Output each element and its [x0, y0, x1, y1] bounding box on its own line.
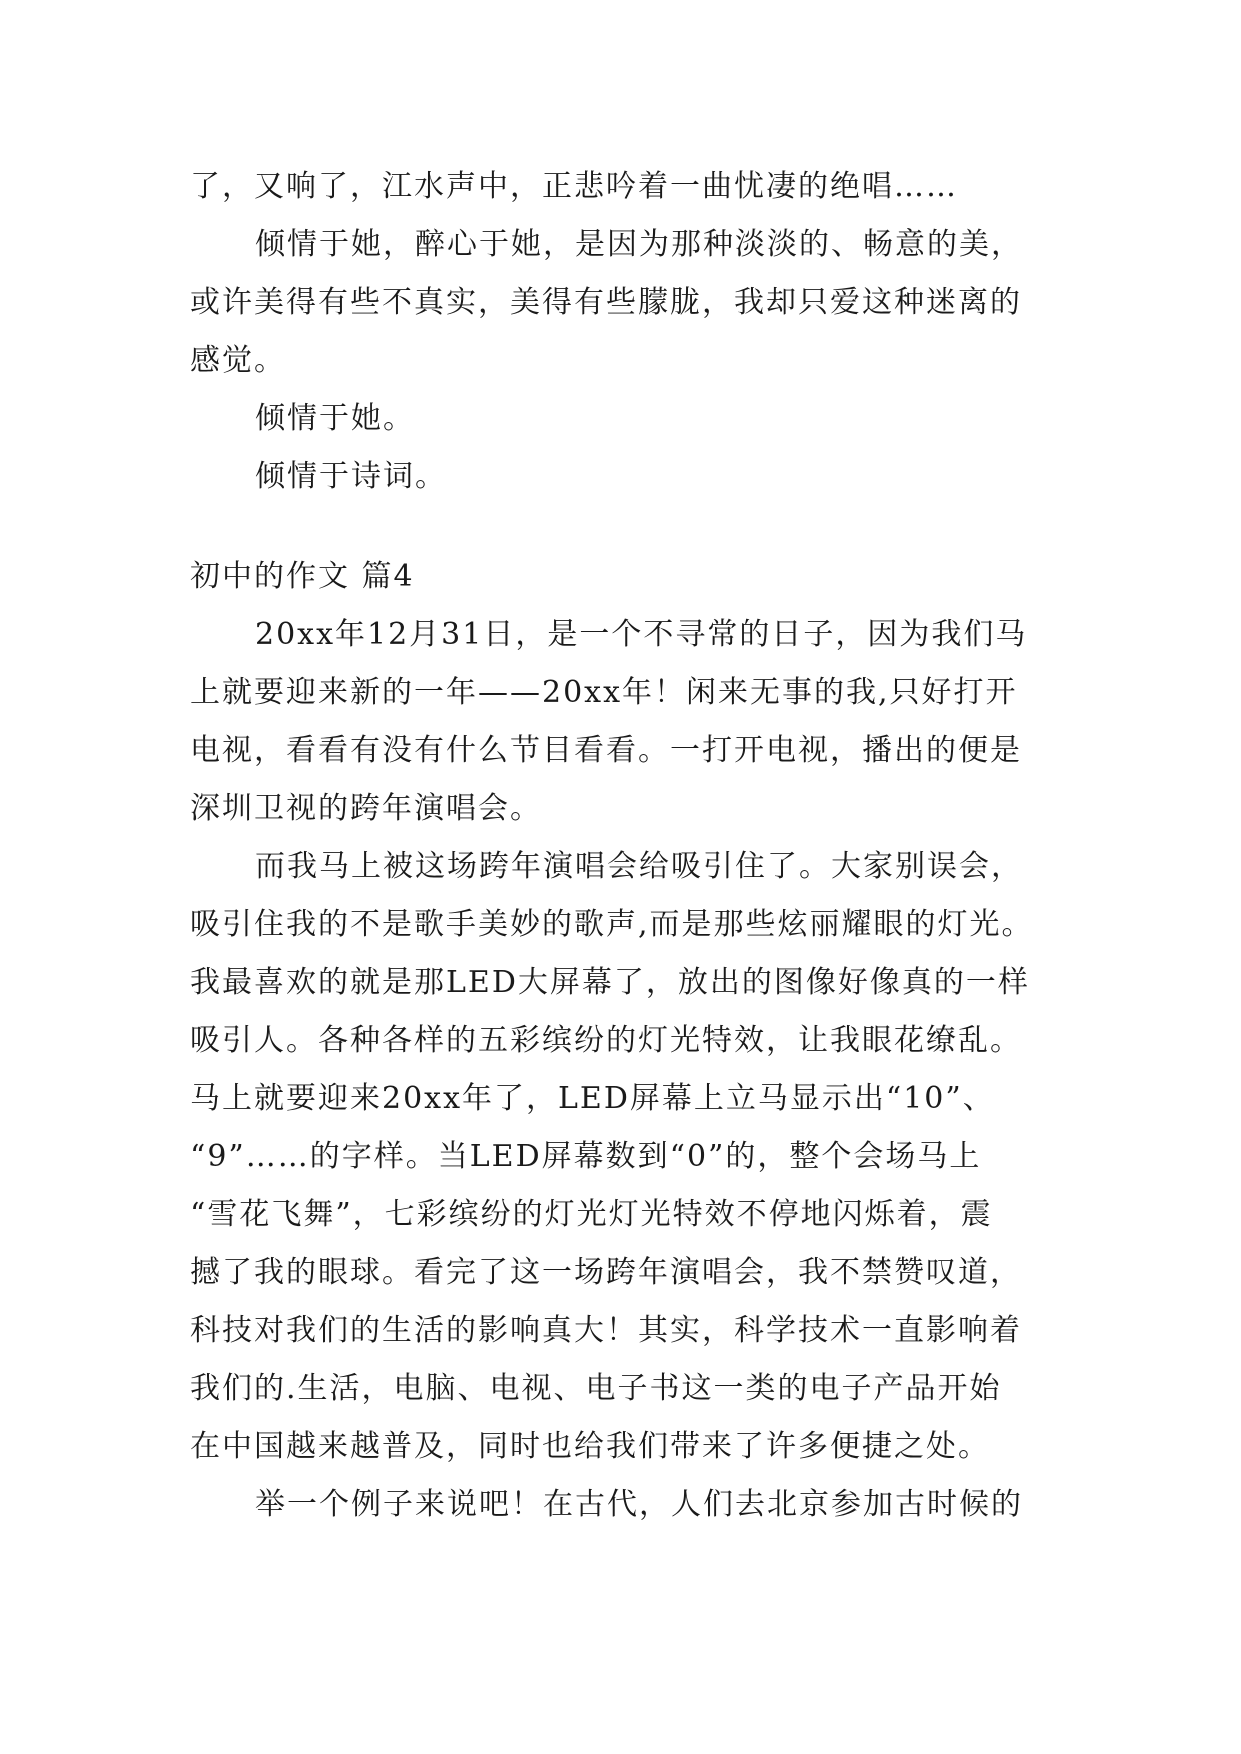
paragraph-line: 了，又响了，江水声中，正悲吟着一曲忧凄的绝唱…… — [190, 169, 958, 204]
paragraph-line: 深圳卫视的跨年演唱会。 — [190, 791, 542, 826]
paragraph-line: 举一个例子来说吧！在古代，人们去北京参加古时候的 — [255, 1487, 1023, 1522]
paragraph-line: 吸引人。各种各样的五彩缤纷的灯光特效，让我眼花缭乱。 — [190, 1023, 1022, 1058]
section-spacer — [190, 506, 1070, 548]
paragraph-line: 科技对我们的生活的影响真大！其实，科学技术一直影响着 — [190, 1313, 1022, 1348]
paragraph-line: 在中国越来越普及，同时也给我们带来了许多便捷之处。 — [190, 1429, 990, 1464]
paragraph-line: 上就要迎来新的一年——20xx年！闲来无事的我,只好打开 — [190, 675, 1018, 710]
paragraph-line: 撼了我的眼球。看完了这一场跨年演唱会，我不禁赞叹道， — [190, 1255, 1022, 1290]
paragraph-line: 倾情于她。 — [255, 401, 415, 436]
paragraph-line: “9”……的字样。当LED屏幕数到“0”的，整个会场马上 — [190, 1139, 982, 1174]
paragraph-line: 倾情于诗词。 — [255, 459, 447, 494]
paragraph-line: 我们的.生活，电脑、电视、电子书这一类的电子产品开始 — [190, 1371, 1002, 1406]
paragraph-line: 电视，看看有没有什么节目看看。一打开电视，播出的便是 — [190, 733, 1022, 768]
paragraph-line: 或许美得有些不真实，美得有些朦胧，我却只爱这种迷离的 — [190, 285, 1022, 320]
paragraph-line: 我最喜欢的就是那LED大屏幕了，放出的图像好像真的一样 — [190, 965, 1030, 1000]
paragraph-line: 20xx年12月31日，是一个不寻常的日子，因为我们马 — [255, 617, 1028, 652]
paragraph-line: 感觉。 — [190, 343, 286, 378]
document-body — [190, 158, 1070, 1534]
paragraph-line: “雪花飞舞”，七彩缤纷的灯光灯光特效不停地闪烁着，震 — [190, 1197, 993, 1232]
paragraph-line: 吸引住我的不是歌手美妙的歌声,而是那些炫丽耀眼的灯光。 — [190, 907, 1034, 942]
paragraph-line: 而我马上被这场跨年演唱会给吸引住了。大家别误会， — [255, 849, 1023, 884]
paragraph-line: 倾情于她，醉心于她，是因为那种淡淡的、畅意的美， — [255, 227, 1023, 262]
section-heading: 初中的作文 篇4 — [190, 559, 415, 594]
paragraph-line: 马上就要迎来20xx年了，LED屏幕上立马显示出“10”、 — [190, 1081, 995, 1116]
